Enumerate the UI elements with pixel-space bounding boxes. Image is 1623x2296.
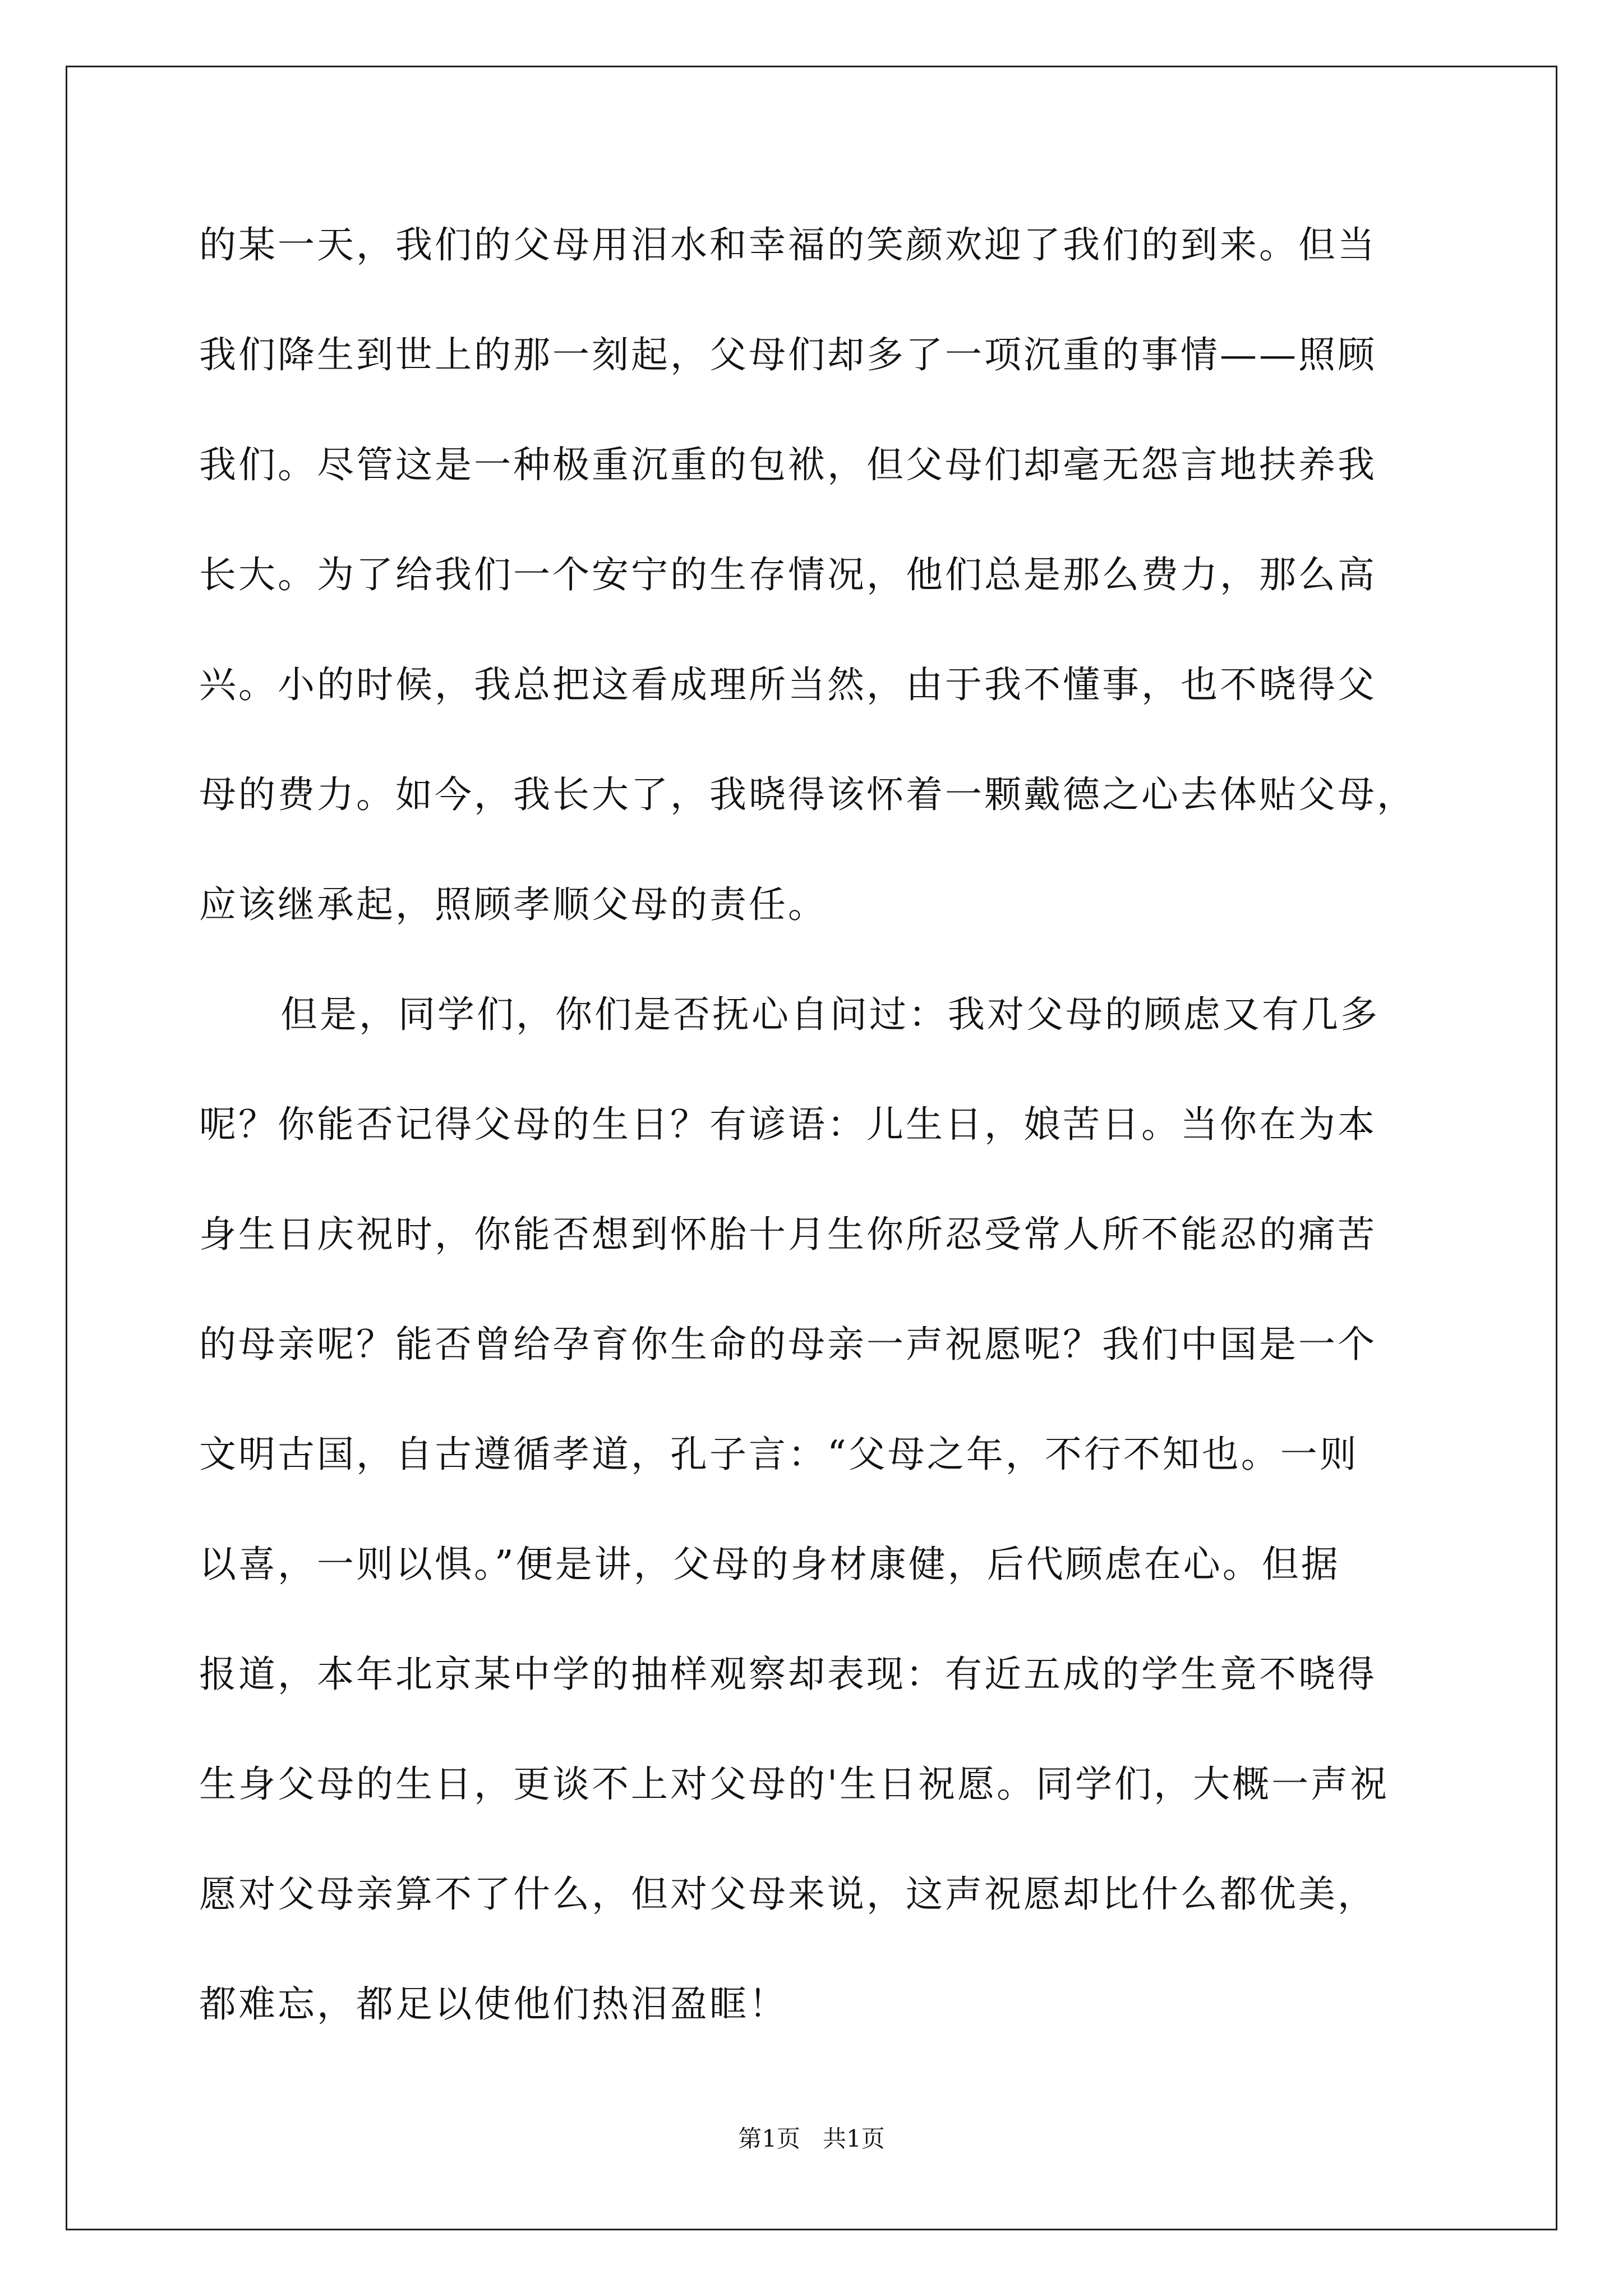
text-line: 都难忘，都足以使他们热泪盈眶！ — [199, 1982, 788, 2026]
text-line: 身生日庆祝时，你能否想到怀胎十月生你所忍受常人所不能忍的痛苦 — [199, 1213, 1377, 1256]
text-line: 长大。为了给我们一个安宁的生存情况，他们总是那么费力，那么高 — [199, 553, 1377, 596]
text-line: 我们降生到世上的那一刻起，父母们却多了一项沉重的事情——照顾 — [199, 333, 1377, 376]
text-line: 愿对父母亲算不了什么，但对父母来说，这声祝愿却比什么都优美， — [199, 1872, 1377, 1916]
text-line: 的母亲呢？能否曾给孕育你生命的母亲一声祝愿呢？我们中国是一个 — [199, 1323, 1377, 1366]
text-line: 报道，本年北京某中学的抽样观察却表现：有近五成的学生竟不晓得 — [199, 1653, 1377, 1696]
text-line: 生身父母的生日，更谈不上对父母的'生日祝愿。同学们，大概一声祝 — [199, 1763, 1390, 1806]
text-line: 的某一天，我们的父母用泪水和幸福的笑颜欢迎了我们的到来。但当 — [199, 223, 1377, 266]
text-line: 母的费力。如今，我长大了，我晓得该怀着一颗戴德之心去体贴父母， — [199, 773, 1416, 816]
text-line: 兴。小的时候，我总把这看成理所当然，由于我不懂事，也不晓得父 — [199, 663, 1377, 706]
text-line: 但是，同学们，你们是否抚心自问过：我对父母的顾虑又有几多 — [280, 993, 1380, 1036]
page-footer: 第1页 共1页 — [738, 2125, 885, 2152]
text-line: 呢？你能否记得父母的生日？有谚语：儿生日，娘苦日。当你在为本 — [199, 1103, 1377, 1146]
text-line: 我们。尽管这是一种极重沉重的包袱，但父母们却毫无怨言地扶养我 — [199, 443, 1377, 486]
text-line: 文明古国，自古遵循孝道，孔子言：“父母之年，不行不知也。一则 — [199, 1433, 1359, 1476]
text-line: 应该继承起，照顾孝顺父母的责任。 — [199, 883, 827, 926]
text-line: 以喜，一则以惧。”便是讲，父母的身材康健，后代顾虑在心。但据 — [199, 1543, 1340, 1586]
